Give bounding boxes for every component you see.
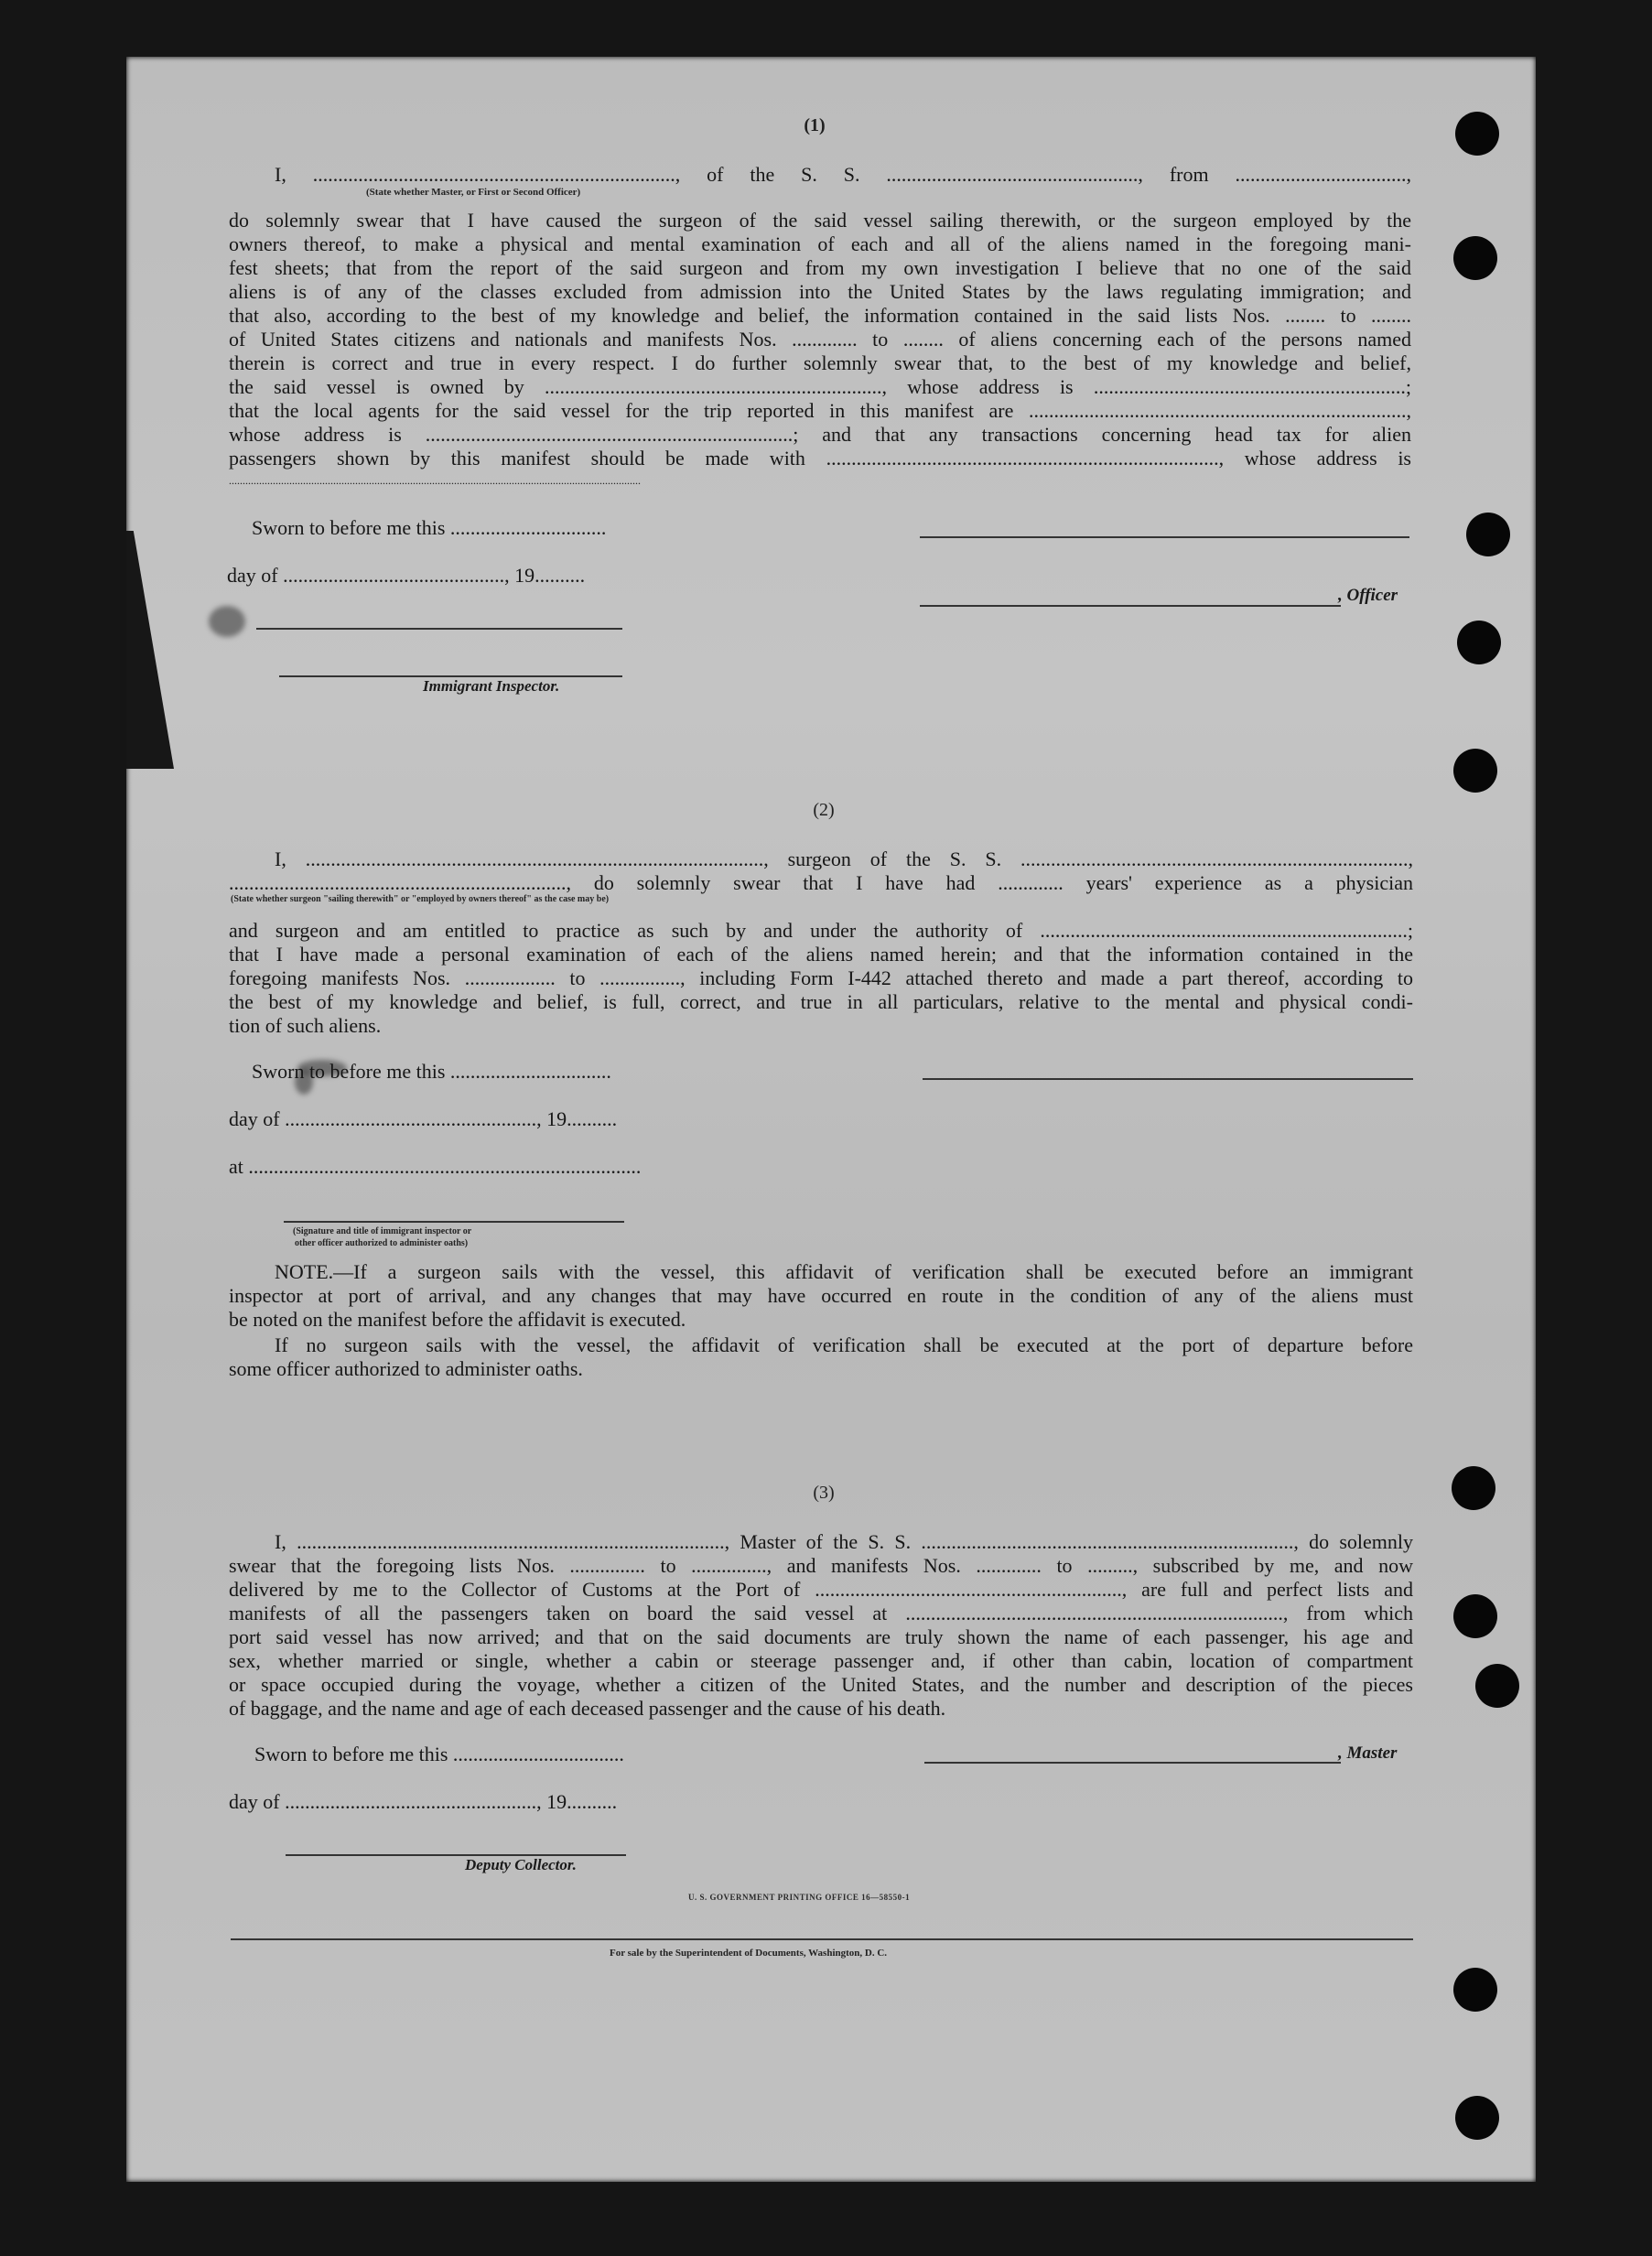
- section1-line: whose address is .........................................................................; and that any transactions concerning head tax for alien: [229, 423, 1411, 446]
- punch-hole: [1453, 749, 1497, 793]
- section1-officer-label: , Officer: [1338, 586, 1398, 605]
- section1-line: that the local agents for the said vessel for the trip reported in this manifest are ...........................................................................,: [229, 399, 1411, 422]
- section3-master-line: [924, 1762, 1341, 1764]
- section1-inspector-label: Immigrant Inspector.: [423, 677, 560, 695]
- section3-line: port said vessel has now arrived; and that on the said documents are truly shown the name of each passenger, his age and: [229, 1625, 1413, 1648]
- punch-hole: [1466, 513, 1510, 556]
- section3-line: sex, whether married or single, whether a cabin or steerage passenger and, if other than cabin, location of compartment: [229, 1649, 1413, 1672]
- section1-line: therein is correct and true in every respect. I do further solemnly swear that, to the best of my knowledge and belief,: [229, 351, 1411, 374]
- note-line: be noted on the manifest before the affidavit is executed.: [229, 1308, 686, 1331]
- section1-officer-line: [920, 605, 1341, 607]
- section2-sig-caption: (Signature and title of immigrant inspector or: [293, 1226, 472, 1236]
- punch-hole: [1452, 1466, 1495, 1510]
- note-line: NOTE.—If a surgeon sails with the vessel, this affidavit of verification shall be executed before an immigrant: [275, 1260, 1413, 1283]
- punch-hole: [1455, 112, 1499, 156]
- section1-signature-line: [920, 536, 1409, 538]
- section2-day-of: day of .................................................., 19..........: [229, 1107, 618, 1130]
- section1-line: passengers shown by this manifest should be made with .............................................................................., whose address is: [229, 447, 1411, 470]
- section1-line: the said vessel is owned by ..................................................................., whose address is ..............................................................;: [229, 375, 1411, 398]
- section1-line: aliens is of any of the classes excluded from admission into the United States by the laws regulating immigration; and: [229, 280, 1411, 303]
- section1-heading: (1): [804, 115, 826, 135]
- punch-hole: [1457, 621, 1501, 664]
- section3-line: manifests of all the passengers taken on board the said vessel at ..........................................................................., from which: [229, 1602, 1413, 1625]
- section1-line: do solemnly swear that I have caused the surgeon of the said vessel sailing therewith, or the surgeon employed by the: [229, 209, 1411, 232]
- section1-oath-line: I, ........................................................................, of the S. S. .................................................., from ..................................,: [275, 163, 1411, 186]
- note-line: inspector at port of arrival, and any changes that may have occurred en route in the condition of any of the aliens must: [229, 1284, 1413, 1307]
- note-line: some officer authorized to administer oaths.: [229, 1357, 583, 1380]
- section3-line: or space occupied during the voyage, whether a citizen of the United States, and the number and description of the pieces: [229, 1673, 1413, 1696]
- section3-line: of baggage, and the name and age of each deceased passenger and the cause of his death.: [229, 1697, 946, 1720]
- section1-line: that also, according to the best of my knowledge and belief, the information contained in the said lists Nos. ........ to ........: [229, 304, 1411, 327]
- footer-rule: [231, 1938, 1413, 1940]
- section2-line: the best of my knowledge and belief, is full, correct, and true in all particulars, relative to the mental and physical condi-: [229, 990, 1413, 1013]
- section2-signature-line: [923, 1078, 1413, 1080]
- section1-line: of United States citizens and nationals and manifests Nos. ............. to ........ of aliens concerning each of the persons named: [229, 328, 1411, 351]
- section3-day-of: day of .................................................., 19..........: [229, 1790, 618, 1813]
- section2-surgeon-caption: (State whether surgeon "sailing therewith" or "employed by owners thereof" as the case may be): [231, 894, 610, 904]
- section1-blank-line: [256, 628, 622, 630]
- section3-line: delivered by me to the Collector of Customs at the Port of ............................................................., are full and perfect lists and: [229, 1578, 1413, 1601]
- section1-line: fest sheets; that from the report of the said surgeon and from my own investigation I believe that no one of the said: [229, 256, 1411, 279]
- section1-officer-caption: (State whether Master, or First or Second Officer): [366, 187, 581, 198]
- section3-sworn: Sworn to before me this ..................................: [254, 1743, 624, 1765]
- section2-line: that I have made a personal examination of each of the aliens named herein; and that the information contained in the: [229, 943, 1413, 966]
- section3-master-label: , Master: [1338, 1743, 1398, 1763]
- punch-hole: [1453, 1594, 1497, 1638]
- section1-line: owners thereof, to make a physical and mental examination of each and all of the aliens named in the foregoing mani-: [229, 232, 1411, 255]
- printing-office-imprint: U. S. GOVERNMENT PRINTING OFFICE 16—58550-1: [688, 1893, 911, 1902]
- section2-experience-line: ..................................................................., do solemnly swear that I have had ............. years' experience as a physician: [229, 871, 1413, 894]
- section2-heading: (2): [813, 800, 835, 820]
- section2-sig-caption: other officer authorized to administer oaths): [295, 1238, 469, 1248]
- sale-notice: For sale by the Superintendent of Documents, Washington, D. C.: [610, 1948, 888, 1959]
- section3-deputy-label: Deputy Collector.: [465, 1856, 577, 1873]
- section2-inspector-line: [284, 1221, 624, 1223]
- section2-at: at ..............................................................................: [229, 1155, 642, 1178]
- section2-sworn: Sworn to before me this ................................: [252, 1060, 611, 1083]
- punch-hole: [1475, 1664, 1519, 1708]
- section3-heading: (3): [813, 1483, 835, 1503]
- section2-oath-line: I, ..........................................................................................., surgeon of the S. S. .............................................................................,: [275, 847, 1413, 870]
- section2-line: and surgeon and am entitled to practice as such by and under the authority of .........................................................................;: [229, 919, 1413, 942]
- section3-line: I, ....................................................................................., Master of the S. S. .........................................................................., do solemnly: [275, 1530, 1413, 1553]
- section1-day-of: day of ............................................, 19..........: [227, 564, 586, 587]
- ink-smudge: [209, 606, 245, 637]
- note-line: If no surgeon sails with the vessel, the affidavit of verification shall be executed at the port of departure before: [275, 1333, 1413, 1356]
- punch-hole: [1455, 2096, 1499, 2140]
- section1-sworn: Sworn to before me this ...............................: [252, 516, 607, 539]
- section2-line: tion of such aliens.: [229, 1014, 382, 1037]
- section3-line: swear that the foregoing lists Nos. ............... to ..............., and manifests Nos. ............. to ........., subscribed by me, and now: [229, 1554, 1413, 1577]
- section1-line: ......................................................................................................................................................: [229, 474, 641, 487]
- punch-hole: [1453, 236, 1497, 280]
- punch-hole: [1453, 1968, 1497, 2012]
- section2-line: foregoing manifests Nos. .................. to ................, including Form I-442 attached thereto and made a part thereof, according to: [229, 966, 1413, 989]
